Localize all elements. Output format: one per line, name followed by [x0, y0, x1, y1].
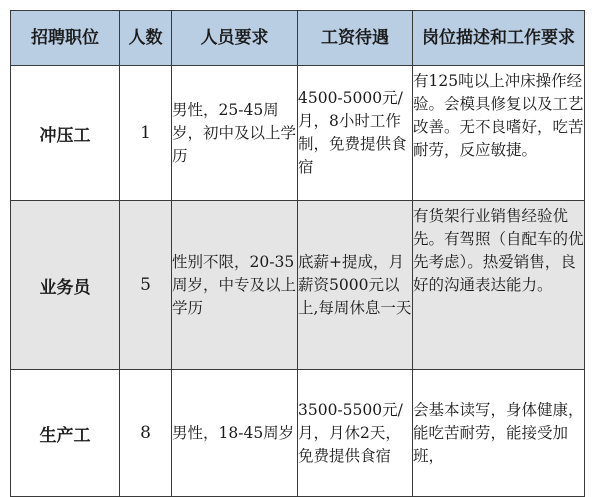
- cell-headcount: 1: [120, 66, 172, 201]
- table-header-row: [11, 11, 585, 66]
- cell-description: [413, 201, 585, 370]
- recruitment-table: [10, 10, 585, 497]
- requirements-text: 性别不限，20-35周岁，中专及以上学历: [172, 252, 297, 317]
- cell-requirements: [172, 370, 298, 497]
- cell-salary: [298, 370, 413, 497]
- cell-description: [413, 66, 585, 201]
- salary-text: 4500-5000元/月，8小时工作制，免费提供食宿: [298, 89, 407, 176]
- header-description: 岗位描述和工作要求: [413, 11, 585, 66]
- cell-requirements: [172, 66, 298, 201]
- header-headcount: 人数: [120, 11, 172, 66]
- cell-position: 业务员: [11, 201, 120, 370]
- cell-position: 生产工: [11, 370, 120, 497]
- cell-headcount: 8: [120, 370, 172, 497]
- cell-requirements: [172, 201, 298, 370]
- cell-headcount: 5: [120, 201, 172, 370]
- cell-salary: [298, 66, 413, 201]
- cell-salary: [298, 201, 413, 370]
- header-requirements: 人员要求: [172, 11, 298, 66]
- table-row: [11, 370, 585, 497]
- salary-text: 3500-5500元/月，月休2天，免费提供食宿: [298, 400, 403, 465]
- description-text: 会基本读写，身体健康，能吃苦耐劳，能接受加班，: [413, 400, 584, 465]
- table-row: [11, 66, 585, 201]
- cell-position: 冲压工: [11, 66, 120, 201]
- requirements-text: 男性，25-45周岁，初中及以上学历: [172, 100, 297, 165]
- table-row: [11, 201, 585, 370]
- salary-text: 底薪+提成，月薪资5000元以上,每周休息一天: [298, 252, 412, 317]
- cell-description: [413, 370, 585, 497]
- description-text: 有货架行业销售经验优先。有驾照（自配车的优先考虑）。热爱销售，良好的沟通表达能力。: [413, 207, 584, 294]
- requirements-text: 男性，18-45周岁: [172, 423, 295, 442]
- header-position: 招聘职位: [11, 11, 120, 66]
- description-text: 有125吨以上冲床操作经验。会模具修复以及工艺改善。无不良嗜好，吃苦耐劳，反应敏捷。: [413, 72, 584, 159]
- header-salary: 工资待遇: [298, 11, 413, 66]
